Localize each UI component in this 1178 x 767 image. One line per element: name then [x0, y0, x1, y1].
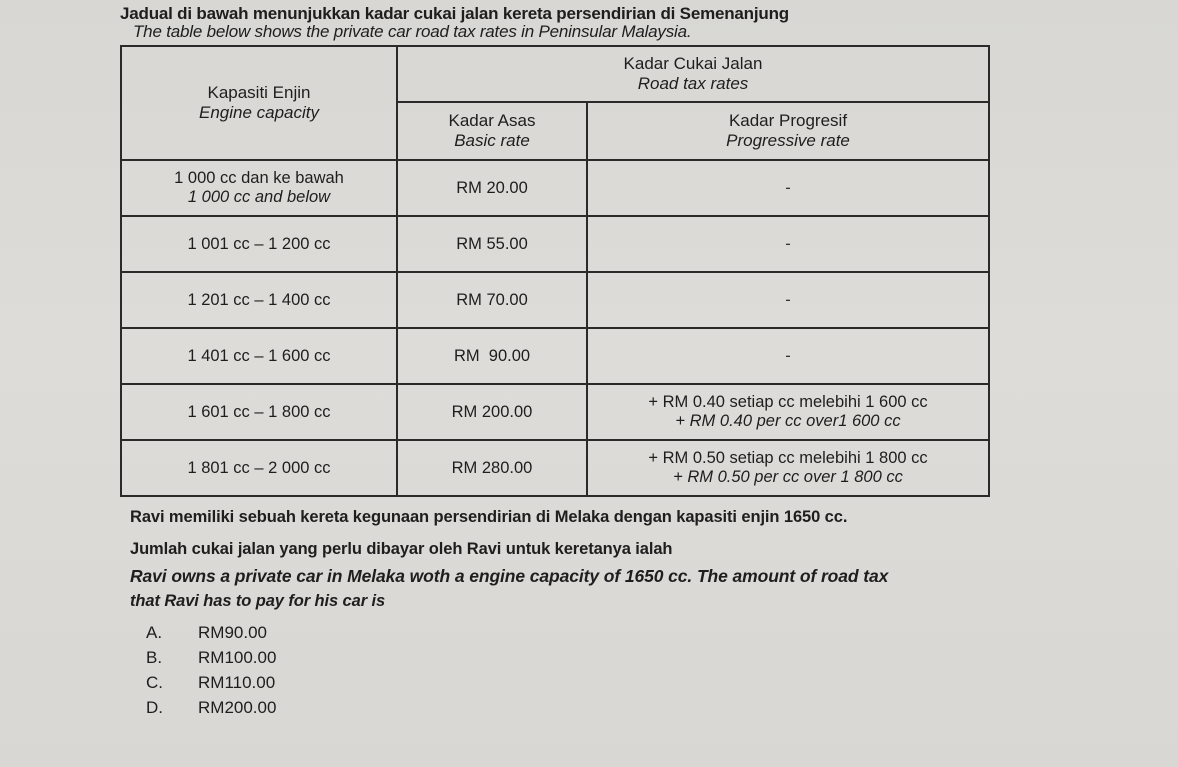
option-letter: A. — [146, 622, 163, 642]
option-d[interactable] — [146, 695, 276, 720]
table-row — [121, 440, 989, 496]
progressive-malay: - — [785, 346, 791, 365]
option-text: RM90.00 — [198, 622, 267, 642]
option-c[interactable] — [146, 670, 276, 695]
progressive-malay: - — [785, 178, 791, 197]
option-text: RM100.00 — [198, 647, 277, 667]
capacity-malay: 1 000 cc dan ke bawah — [174, 169, 344, 187]
header-capacity-english: Engine capacity — [198, 103, 320, 122]
capacity-english: 1 000 cc and below — [187, 188, 331, 206]
progressive-rate-cell — [587, 272, 989, 328]
question-english-line-1: Ravi owns a private car in Melaka woth a engine capacity of 1650 cc. The amount of road tax — [130, 566, 889, 586]
capacity-cell: 1 001 cc – 1 200 cc — [121, 216, 397, 272]
header-rates-malay: Kadar Cukai Jalan — [623, 54, 763, 73]
option-letter: C. — [146, 672, 163, 692]
header-basic-rate — [397, 102, 587, 160]
basic-rate-cell: RM 280.00 — [397, 440, 587, 496]
progressive-malay: + RM 0.50 setiap cc melebihi 1 800 cc — [648, 449, 928, 467]
capacity-cell: 1 601 cc – 1 800 cc — [121, 384, 397, 440]
capacity-cell — [121, 160, 397, 216]
table-row — [121, 216, 989, 272]
progressive-malay: + RM 0.40 setiap cc melebihi 1 600 cc — [648, 393, 928, 411]
header-basic-english: Basic rate — [454, 131, 530, 150]
progressive-rate-cell — [587, 328, 989, 384]
header-progressive-english: Progressive rate — [726, 131, 850, 150]
progressive-rate-cell — [587, 384, 989, 440]
capacity-cell: 1 401 cc – 1 600 cc — [121, 328, 397, 384]
capacity-cell: 1 801 cc – 2 000 cc — [121, 440, 397, 496]
question-malay-line-2: Jumlah cukai jalan yang perlu dibayar oleh Ravi untuk keretanya ialah — [130, 540, 673, 558]
option-letter: B. — [146, 647, 163, 667]
intro-english: The table below shows the private car road tax rates in Peninsular Malaysia. — [133, 22, 692, 41]
option-a[interactable] — [146, 620, 276, 645]
basic-rate-cell: RM 90.00 — [397, 328, 587, 384]
option-text: RM200.00 — [198, 697, 277, 717]
basic-rate-cell: RM 20.00 — [397, 160, 587, 216]
table-row — [121, 328, 989, 384]
progressive-rate-cell — [587, 440, 989, 496]
progressive-rate-cell — [587, 216, 989, 272]
header-capacity-malay: Kapasiti Enjin — [207, 83, 311, 102]
capacity-cell: 1 201 cc – 1 400 cc — [121, 272, 397, 328]
option-text: RM110.00 — [198, 672, 276, 692]
table-row — [121, 272, 989, 328]
table-row — [121, 160, 989, 216]
header-road-tax-rates — [397, 46, 989, 102]
road-tax-table — [120, 45, 990, 497]
option-b[interactable] — [146, 645, 276, 670]
basic-rate-cell: RM 70.00 — [397, 272, 587, 328]
progressive-rate-cell — [587, 160, 989, 216]
basic-rate-cell: RM 55.00 — [397, 216, 587, 272]
basic-rate-cell: RM 200.00 — [397, 384, 587, 440]
option-letter: D. — [146, 697, 163, 717]
progressive-english: + RM 0.40 per cc over1 600 cc — [675, 412, 901, 430]
intro-malay: Jadual di bawah menunjukkan kadar cukai jalan kereta persendirian di Semenanjung — [120, 4, 789, 23]
header-progressive-malay: Kadar Progresif — [728, 111, 848, 130]
header-progressive-rate — [587, 102, 989, 160]
table-row — [121, 384, 989, 440]
header-engine-capacity — [121, 46, 397, 160]
header-rates-english: Road tax rates — [637, 74, 749, 93]
answer-options — [146, 620, 276, 720]
header-basic-malay: Kadar Asas — [448, 111, 536, 130]
question-english-line-2: that Ravi has to pay for his car is — [130, 592, 386, 610]
progressive-malay: - — [785, 290, 791, 309]
progressive-english: + RM 0.50 per cc over 1 800 cc — [673, 468, 903, 486]
progressive-malay: - — [785, 234, 791, 253]
question-malay-line-1: Ravi memiliki sebuah kereta kegunaan persendirian di Melaka dengan kapasiti enjin 1650 cc. — [130, 508, 848, 526]
